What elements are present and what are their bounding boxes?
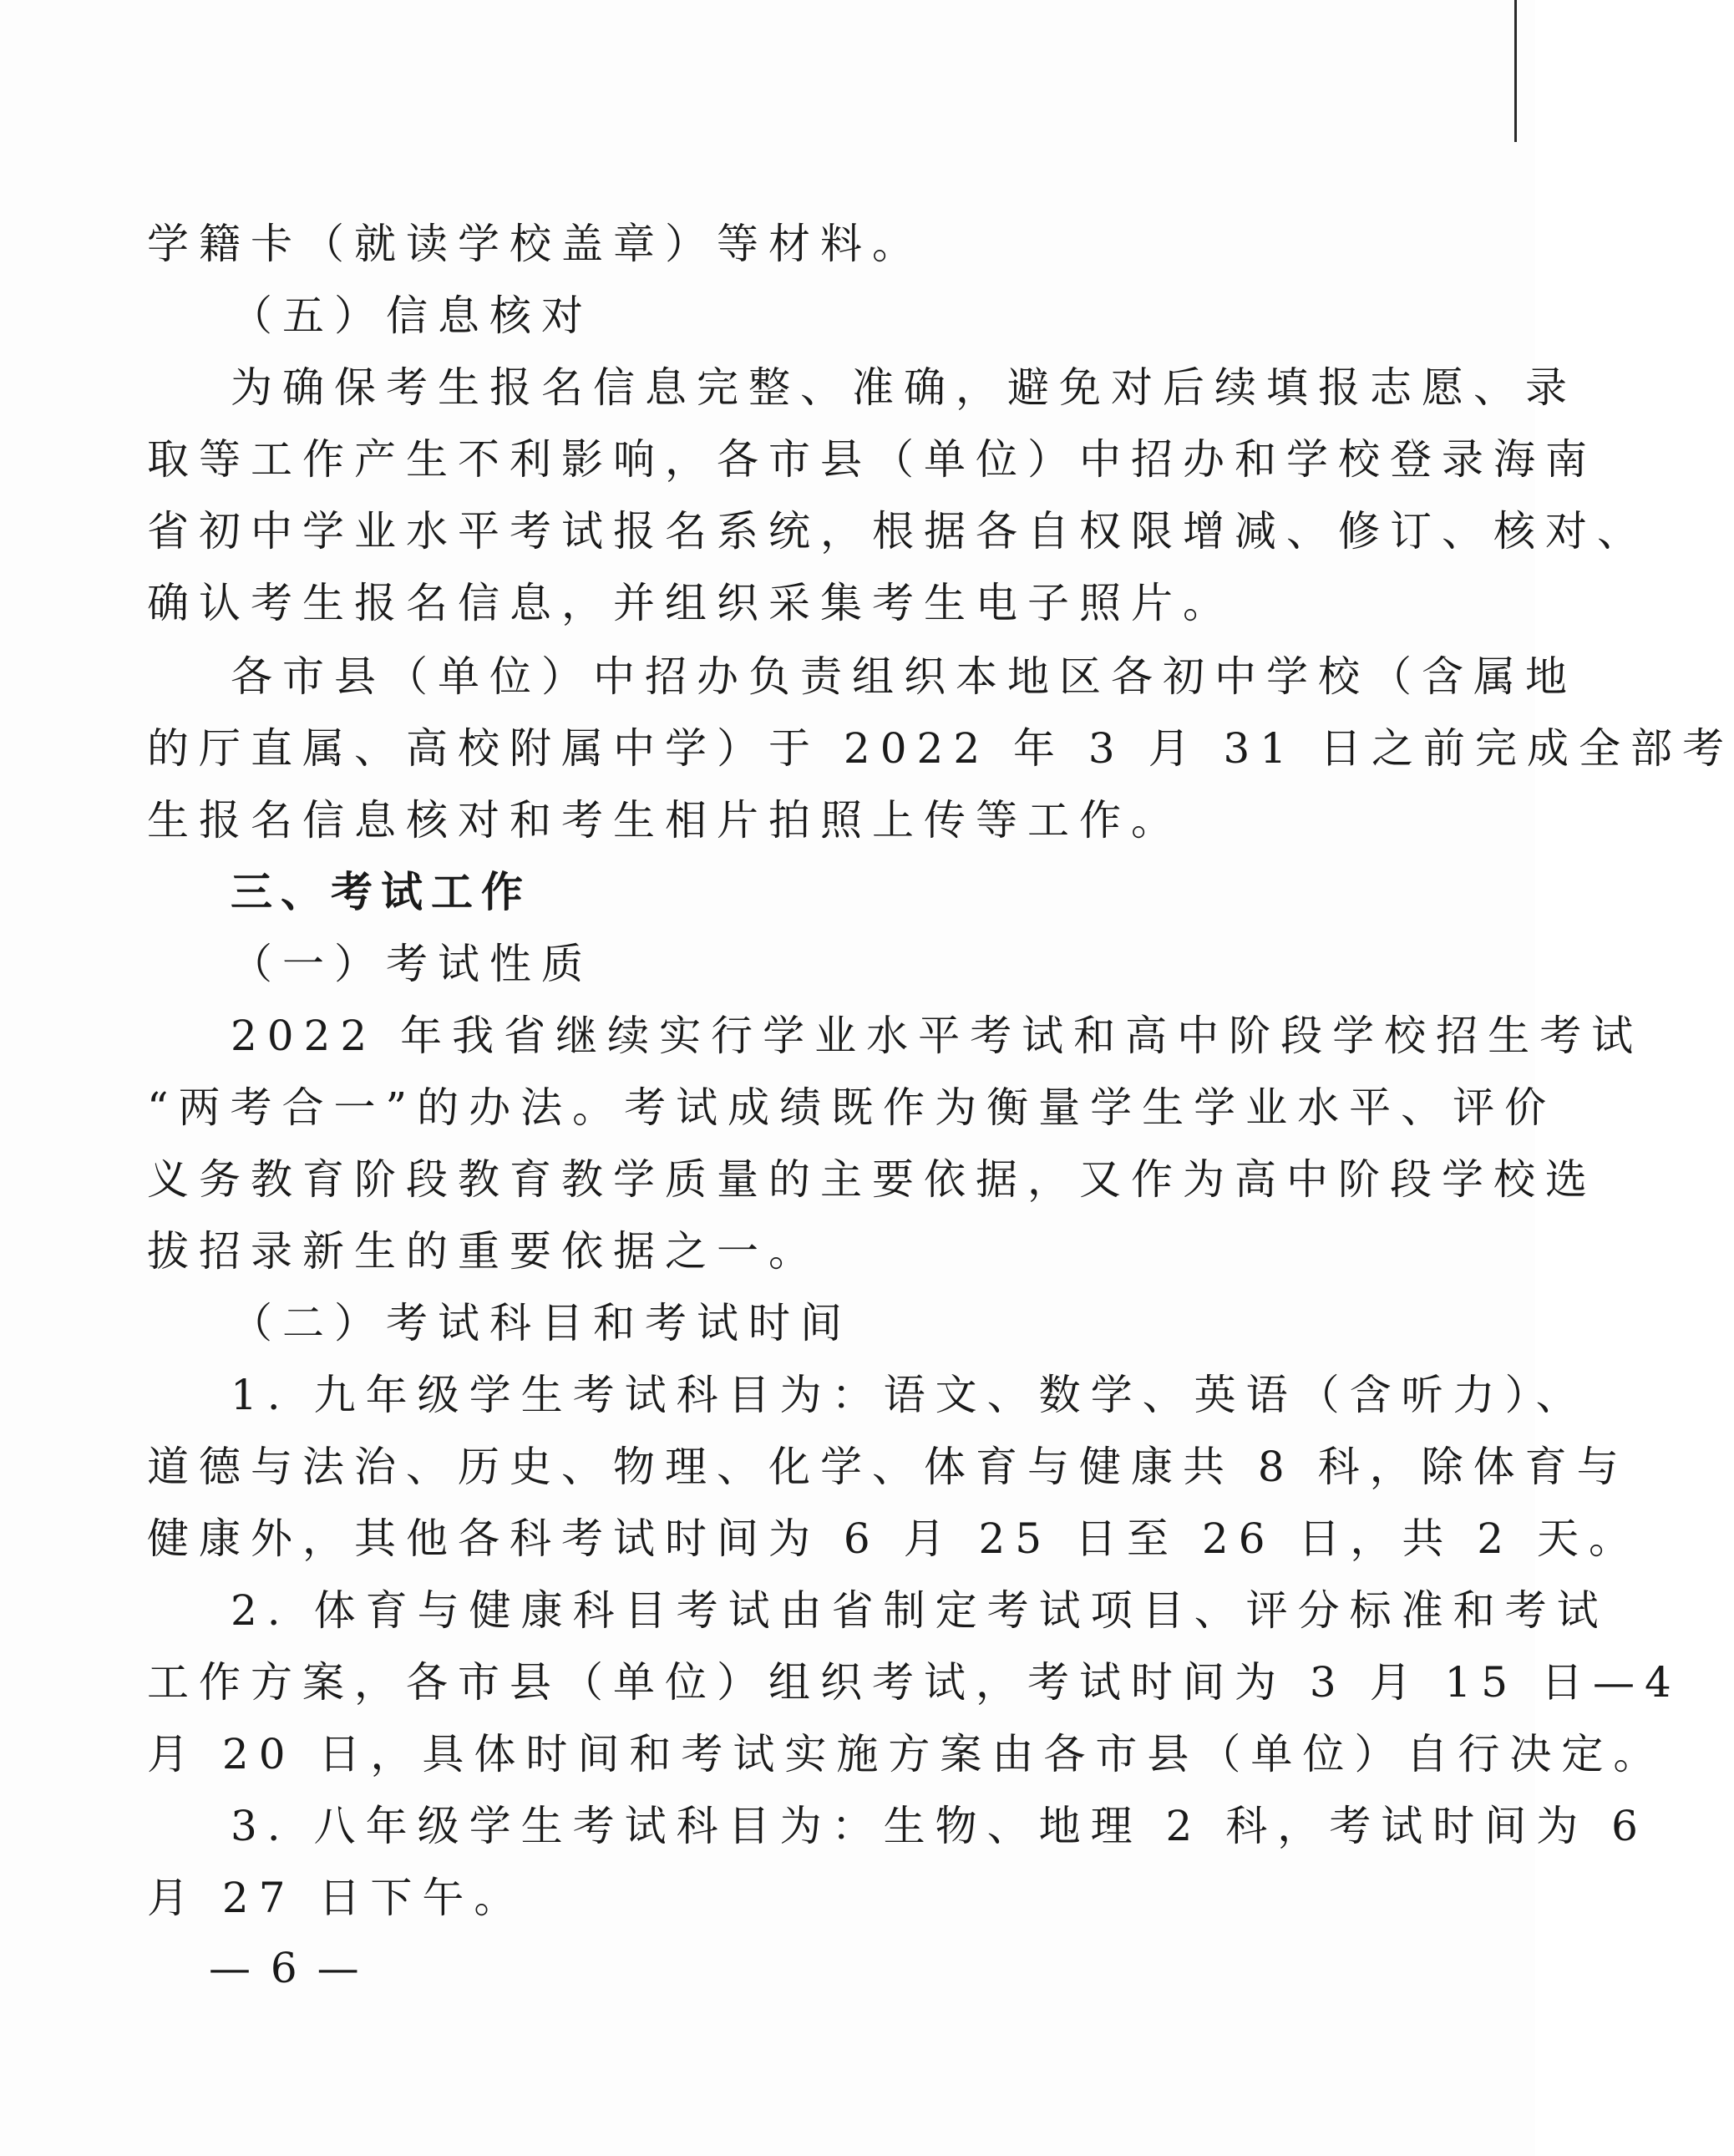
body-line: 生报名信息核对和考生相片拍照上传等工作。 <box>147 796 1183 845</box>
body-line: 工作方案，各市县（单位）组织考试，考试时间为 3 月 15 日—4 <box>147 1658 1681 1707</box>
scan-edge-mark <box>1514 0 1517 142</box>
body-line: 义务教育阶段教育教学质量的主要依据，又作为高中阶段学校选 <box>147 1155 1597 1204</box>
body-line: 月 20 日，具体时间和考试实施方案由各市县（单位）自行决定。 <box>147 1730 1666 1778</box>
body-line: 为确保考生报名信息完整、准确，避免对后续填报志愿、录 <box>231 363 1577 412</box>
body-line: 省初中学业水平考试报名系统，根据各自权限增减、修订、核对、 <box>147 507 1649 555</box>
body-line: 确认考生报名信息，并组织采集考生电子照片。 <box>147 579 1235 627</box>
chapter-heading: 三、考试工作 <box>231 867 531 916</box>
body-line: 道德与法治、历史、物理、化学、体育与健康共 8 科，除体育与 <box>147 1443 1629 1491</box>
body-line: “两考合一”的办法。考试成绩既作为衡量学生学业水平、评价 <box>147 1083 1557 1132</box>
body-line: 学籍卡（就读学校盖章）等材料。 <box>147 220 924 268</box>
section-heading: （五）信息核对 <box>231 292 593 340</box>
page-number: — 6 — <box>209 1944 363 1992</box>
body-line: 2022 年我省继续实行学业水平考试和高中阶段学校招生考试 <box>231 1012 1644 1060</box>
body-line: 健康外，其他各科考试时间为 6 月 25 日至 26 日，共 2 天。 <box>147 1514 1641 1563</box>
body-line: 拔招录新生的重要依据之一。 <box>147 1227 820 1276</box>
body-line: 1. 九年级学生考试科目为：语文、数学、英语（含听力）、 <box>231 1371 1588 1419</box>
section-heading: （二）考试科目和考试时间 <box>231 1299 852 1347</box>
section-heading: （一）考试性质 <box>231 940 593 988</box>
body-line: 取等工作产生不利影响，各市县（单位）中招办和学校登录海南 <box>147 435 1597 484</box>
body-line: 月 27 日下午。 <box>147 1874 526 1922</box>
body-line: 的厅直属、高校附属中学）于 2022 年 3 月 31 日之前完成全部考 <box>147 724 1734 773</box>
body-line: 各市县（单位）中招办负责组织本地区各初中学校（含属地 <box>231 652 1577 701</box>
body-line: 3. 八年级学生考试科目为：生物、地理 2 科，考试时间为 6 <box>231 1802 1648 1850</box>
body-line: 2. 体育与健康科目考试由省制定考试项目、评分标准和考试 <box>231 1586 1609 1635</box>
